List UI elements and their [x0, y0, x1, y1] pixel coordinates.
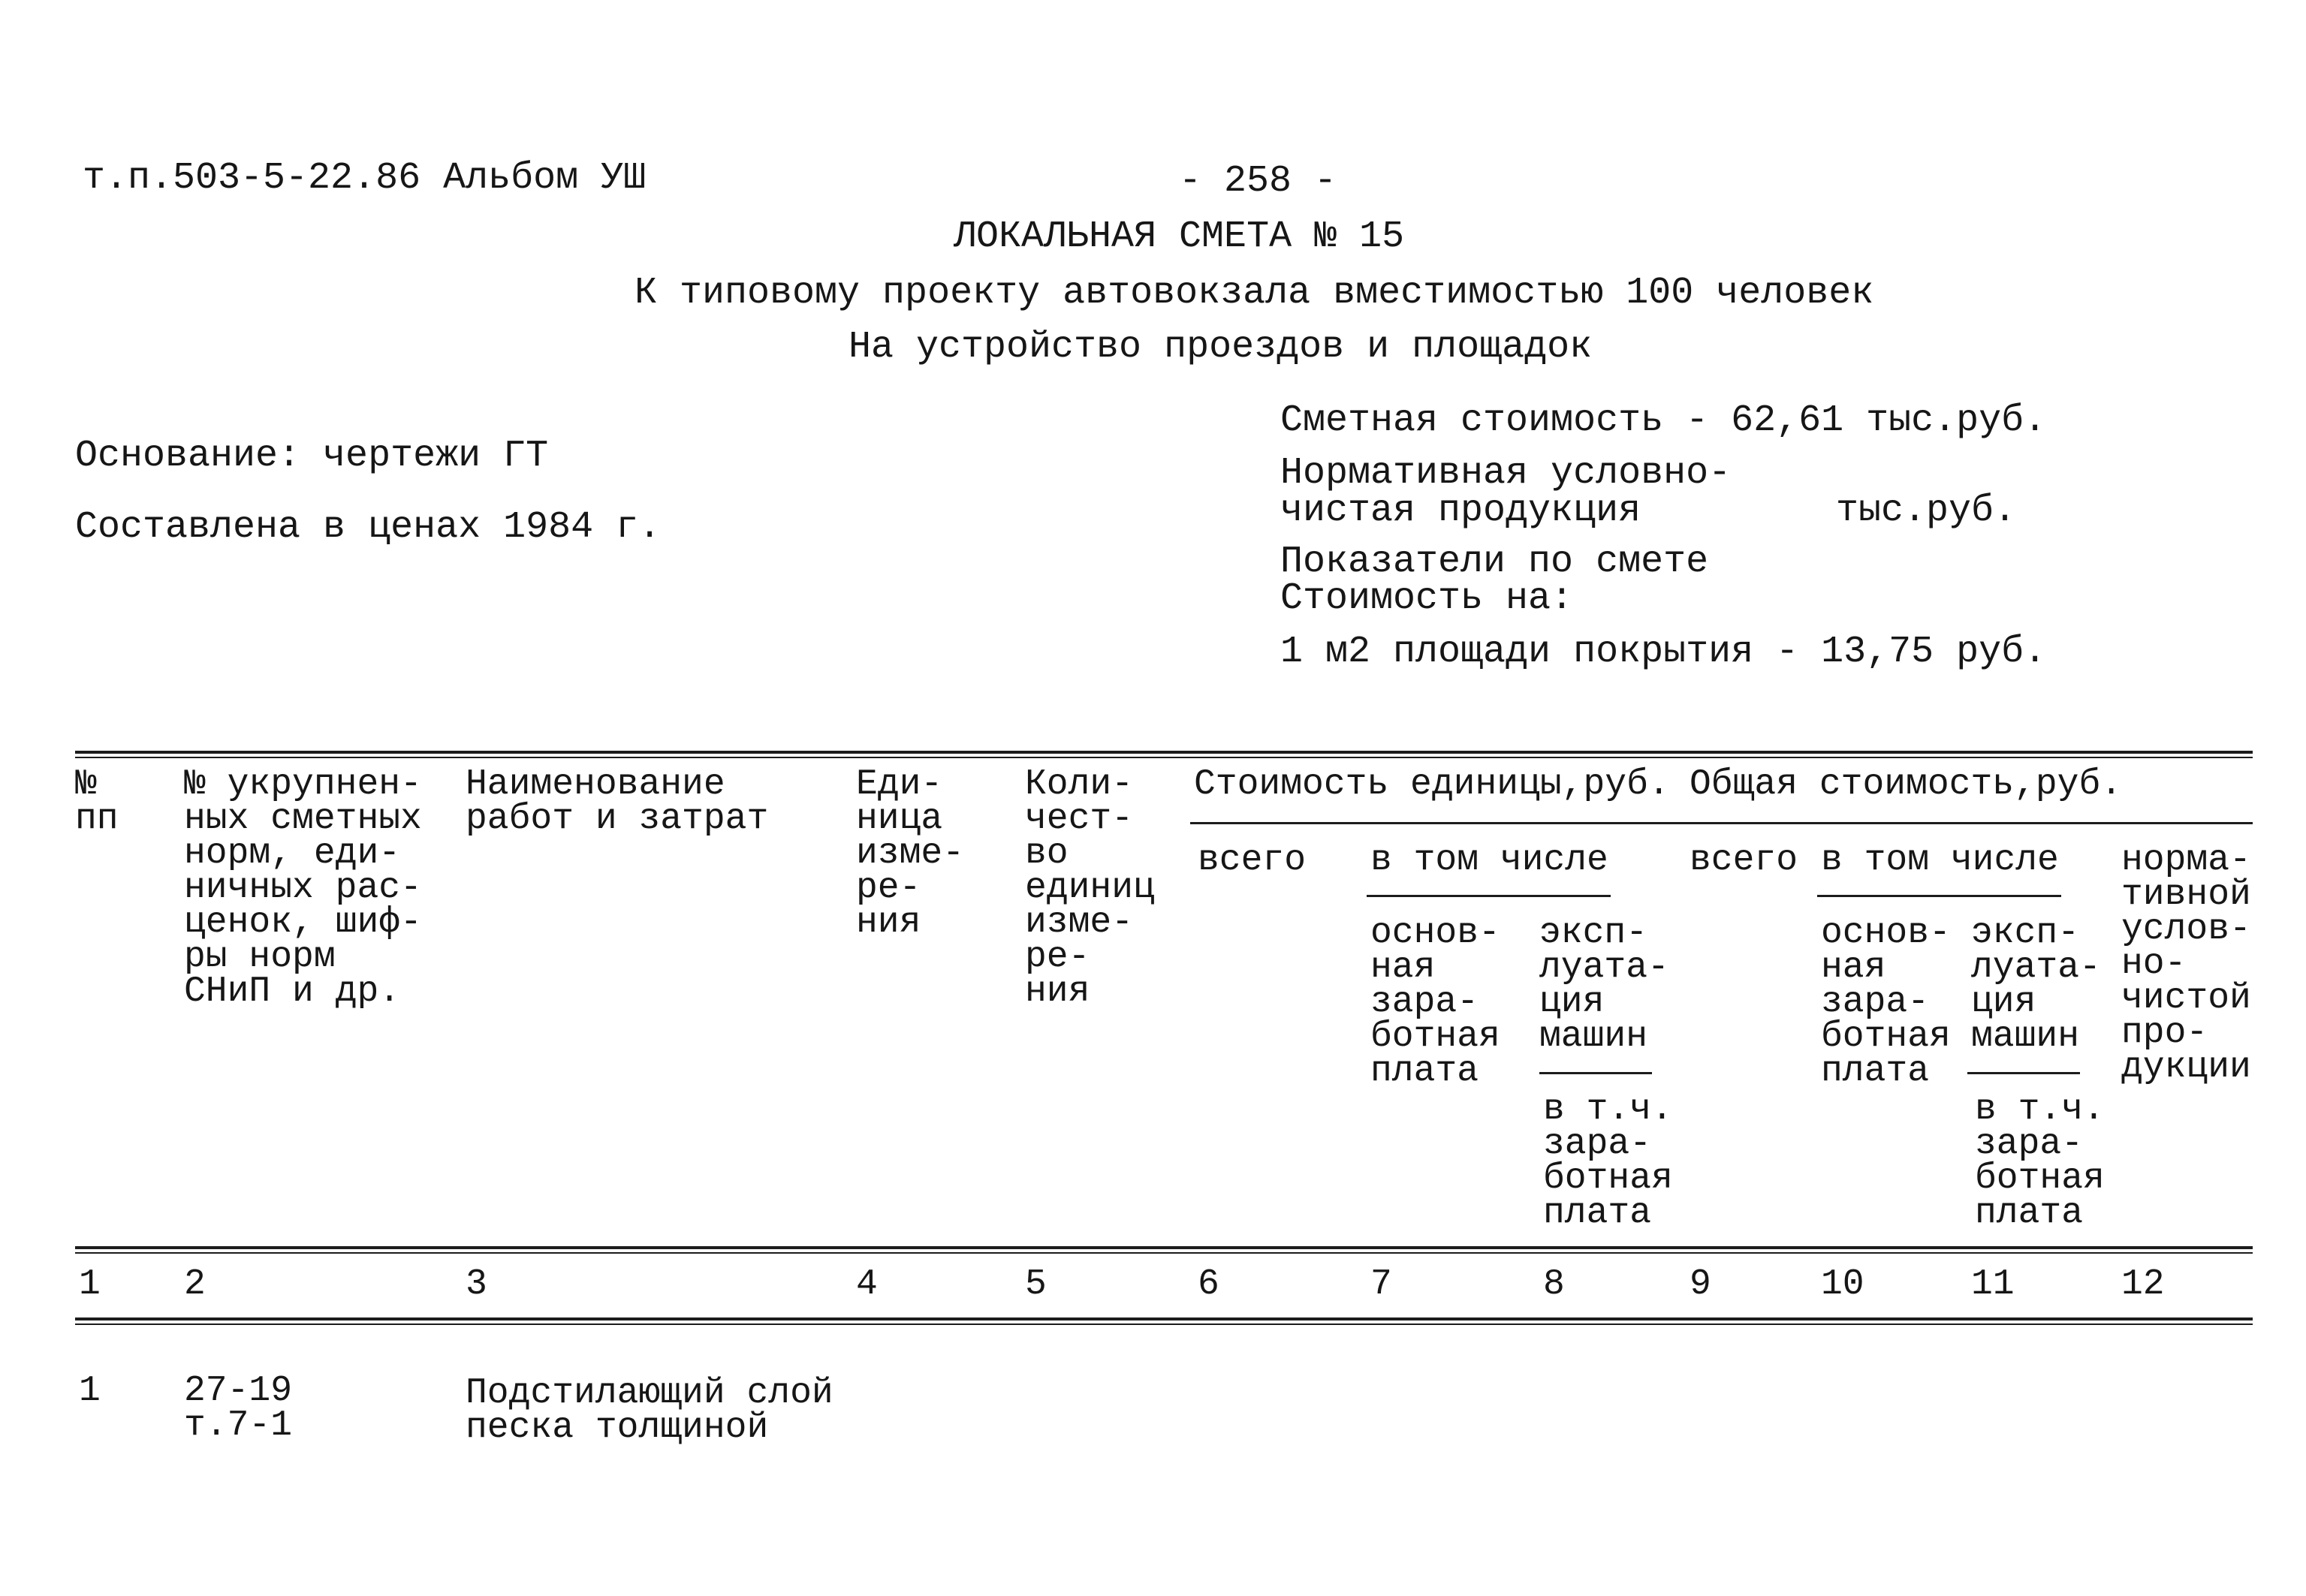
- column-number: 6: [1198, 1264, 1219, 1305]
- incl-rule-1: [1367, 895, 1611, 897]
- row-number: 1: [79, 1371, 101, 1411]
- header-bottom-rule: [75, 1246, 2253, 1249]
- table-top-rule-inner: [75, 757, 2253, 758]
- header-total-including: в том числе: [1821, 840, 2059, 881]
- header-bottom-rule-inner: [75, 1252, 2253, 1254]
- column-number: 9: [1690, 1264, 1711, 1305]
- machine-rule-1: [1539, 1072, 1652, 1074]
- table-top-rule: [75, 751, 2253, 754]
- header-row-number: № пп: [75, 764, 119, 839]
- normative-output-label-2: чистая продукция: [1280, 489, 1641, 532]
- header-unit-cost: Стоимость единицы,руб.: [1194, 764, 1670, 805]
- estimate-title: ЛОКАЛЬНАЯ СМЕТА № 15: [954, 215, 1405, 258]
- estimate-subtitle: К типовому проекту автовокзала вместимостью 100 человек: [635, 272, 1874, 315]
- header-total-cost: Общая стоимость,руб.: [1690, 764, 2123, 805]
- column-number: 4: [856, 1264, 878, 1305]
- numbers-bottom-rule: [75, 1317, 2253, 1320]
- row-work-name: Подстилающий слой песка толщиной: [466, 1373, 833, 1448]
- cost-group-rule: [1190, 822, 2253, 824]
- header-unit-including: в том числе: [1370, 840, 1608, 881]
- header-total-base-wage: основ- ная зара- ботная плата: [1821, 913, 1951, 1092]
- header-norm-codes: № укрупнен- ных сметных норм, еди- ничных рас- ценок, шиф- ры норм СНиП и др.: [184, 764, 422, 1012]
- cost-per-label: Стоимость на:: [1280, 577, 1574, 620]
- header-unit-total: всего: [1198, 840, 1307, 881]
- normative-output-unit: тыс.руб.: [1836, 489, 2017, 532]
- column-number: 12: [2121, 1264, 2165, 1305]
- column-number: 7: [1370, 1264, 1392, 1305]
- header-normative-net: норма- тивной услов- но- чистой про- дукции: [2121, 840, 2251, 1088]
- column-number: 2: [184, 1264, 206, 1305]
- basis-drawings: Основание: чертежи ГТ: [75, 435, 549, 477]
- indicators-label: Показатели по смете: [1280, 541, 1709, 583]
- header-unit-machine: эксп- луата- ция машин: [1539, 913, 1669, 1057]
- column-number: 10: [1821, 1264, 1864, 1305]
- estimate-purpose: На устройство проездов и площадок: [849, 326, 1593, 369]
- row-norm-code: 27-19 т.7-1: [184, 1371, 293, 1446]
- header-total-machine: эксп- луата- ция машин: [1971, 913, 2101, 1057]
- header-work-name: Наименование работ и затрат: [466, 764, 769, 839]
- header-unit: Еди- ница изме- ре- ния: [856, 764, 965, 943]
- incl-rule-2: [1817, 895, 2061, 897]
- numbers-bottom-rule-inner: [75, 1323, 2253, 1325]
- header-unit-base-wage: основ- ная зара- ботная плата: [1370, 913, 1500, 1092]
- header-total-machine-wage: в т.ч. зара- ботная плата: [1975, 1089, 2105, 1233]
- column-number: 1: [79, 1264, 101, 1305]
- normative-output-label: Нормативная условно-: [1280, 452, 1732, 495]
- column-number: 3: [466, 1264, 487, 1305]
- header-total-total: всего: [1690, 840, 1798, 881]
- machine-rule-2: [1967, 1072, 2080, 1074]
- column-number: 11: [1971, 1264, 2015, 1305]
- estimated-cost: Сметная стоимость - 62,61 тыс.руб.: [1280, 399, 2047, 442]
- page-number: - 258 -: [1179, 160, 1337, 203]
- column-number: 8: [1543, 1264, 1565, 1305]
- column-number: 5: [1025, 1264, 1047, 1305]
- basis-prices: Составлена в ценах 1984 г.: [75, 506, 662, 549]
- cost-per-m2: 1 м2 площади покрытия - 13,75 руб.: [1280, 631, 2047, 673]
- header-quantity: Коли- чест- во единиц изме- ре- ния: [1025, 764, 1155, 1012]
- album-reference: т.п.503-5-22.86 Альбом УШ: [83, 157, 647, 200]
- header-unit-machine-wage: в т.ч. зара- ботная плата: [1543, 1089, 1673, 1233]
